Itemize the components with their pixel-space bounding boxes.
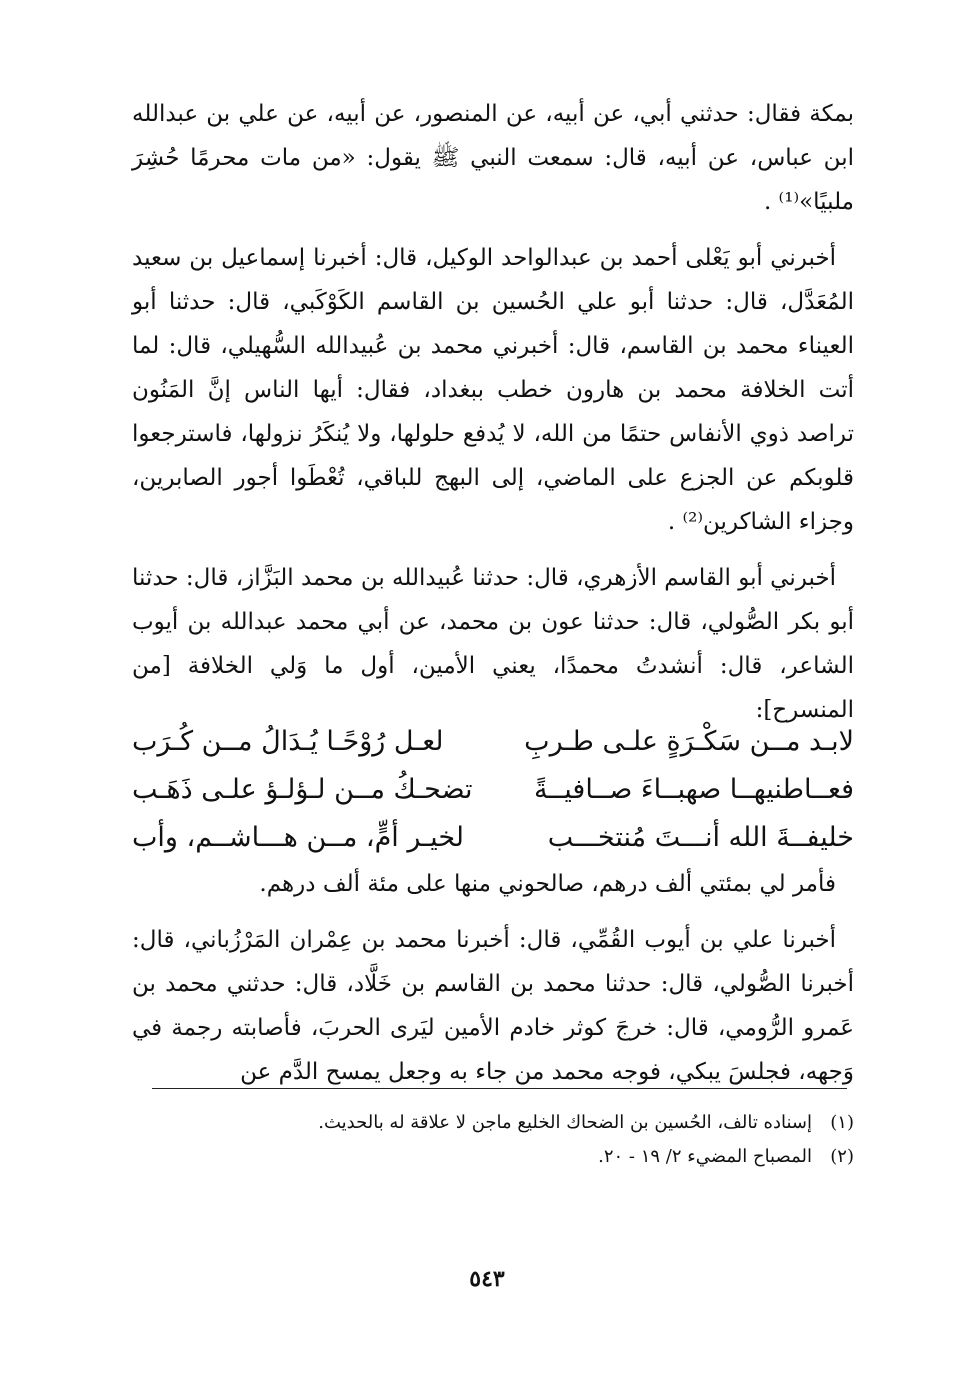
poem-verse [132, 718, 854, 766]
footnote-text: إسناده تالف، الحُسين بن الضحاك الخليع ماجن لا علاقة له بالحديث. [318, 1112, 812, 1133]
main-text-bottom [132, 862, 854, 1094]
main-text-top [132, 92, 854, 732]
verse-second-hemistich: لعـل رُوْحًـا يُـدَالُ مــن كُـرَب [132, 726, 444, 757]
verse-first-hemistich: خليفــةَ الله أنـــتَ مُنتخـــب [547, 822, 854, 853]
footnote [132, 1140, 854, 1174]
footnote [132, 1106, 854, 1140]
paragraph-1: بمكة فقال: حدثني أبي، عن أبيه، عن المنصور، عن أبيه، عن علي بن عبدالله ابن عباس، عن أبيه، قال: سمعت النبي ﷺ يقول: «من مات محرمًا حُشِرَ ملبيًا»⁽¹⁾ . [132, 101, 854, 215]
footnote-text: المصباح المضيء ٢/ ١٩ - ٢٠. [598, 1146, 812, 1167]
paragraph-2: أخبرني أبو يَعْلى أحمد بن عبدالواحد الوكيل، قال: أخبرنا إسماعيل بن سعيد المُعَدَّل، قال: حدثنا أبو علي الحُسين بن القاسم الكَوْكَبي، قال: حدثنا أبو العيناء محمد بن القاسم، قال: أخبرني محمد بن عُبيدالله السُّهيلي، قال: لما أتت الخلافة محمد بن هارون خطب ببغداد، فقال: أيها الناس إنَّ المَنُون تراصد ذوي الأنفاس حتمًا من الله، لا يُدفع حلولها، ولا يُنكَرُ نزولها، فاسترجعوا قلوبكم عن الجزع على الماضي، إلى البهج للباقي، تُعْطَوا أجور الصابرين، وجزاء الشاكرين⁽²⁾ . [132, 245, 854, 535]
verse-second-hemistich: تضحـكُ مــن لـؤلـؤ علـى ذَهَـب [132, 774, 473, 805]
poem-verse [132, 814, 854, 862]
footnote-divider [152, 1088, 847, 1089]
footnotes [132, 1106, 854, 1174]
footnote-number: (١) [830, 1112, 854, 1133]
paragraph-3: أخبرني أبو القاسم الأزهري، قال: حدثنا عُبيدالله بن محمد البَزَّاز، قال: حدثنا أبو بكر الصُّولي، قال: حدثنا عون بن محمد، عن أبي محمد عبدالله بن أيوب الشاعر، قال: أنشدتُ محمدًا، يعني الأمين، أول ما وَلي الخلافة [من المنسرح]: [131, 565, 854, 723]
poem [132, 718, 854, 862]
verse-first-hemistich: لابـد مــن سَكْـرَةٍ علـى طـربِ [524, 726, 854, 757]
paragraph-4: فأمر لي بمئتي ألف درهم، صالحوني منها على مئة ألف درهم. [259, 871, 836, 897]
verse-second-hemistich: لخيـر أمٍّ، مــن هـــاشــم، وأب [132, 822, 464, 853]
footnote-number: (٢) [830, 1146, 854, 1167]
paragraph-5: أخبرنا علي بن أيوب القُمِّي، قال: أخبرنا محمد بن عِمْران المَرْزُباني، قال: أخبرنا الصُّولي، قال: حدثنا محمد بن القاسم بن خَلَّاد، قال: حدثني محمد بن عَمرو الرُّومي، قال: خرجَ كوثر خادم الأمين ليَرى الحربَ، فأصابته رجمة في وَجهه، فجلسَ يبكي، فوجه محمد من جاء به وجعل يمسح الدَّم عن [132, 927, 854, 1085]
page-number: ٥٤٣ [469, 1266, 505, 1292]
poem-verse [132, 766, 854, 814]
verse-first-hemistich: فعــاطنيهــا صهبــاءَ صــافيــةً [533, 774, 854, 805]
